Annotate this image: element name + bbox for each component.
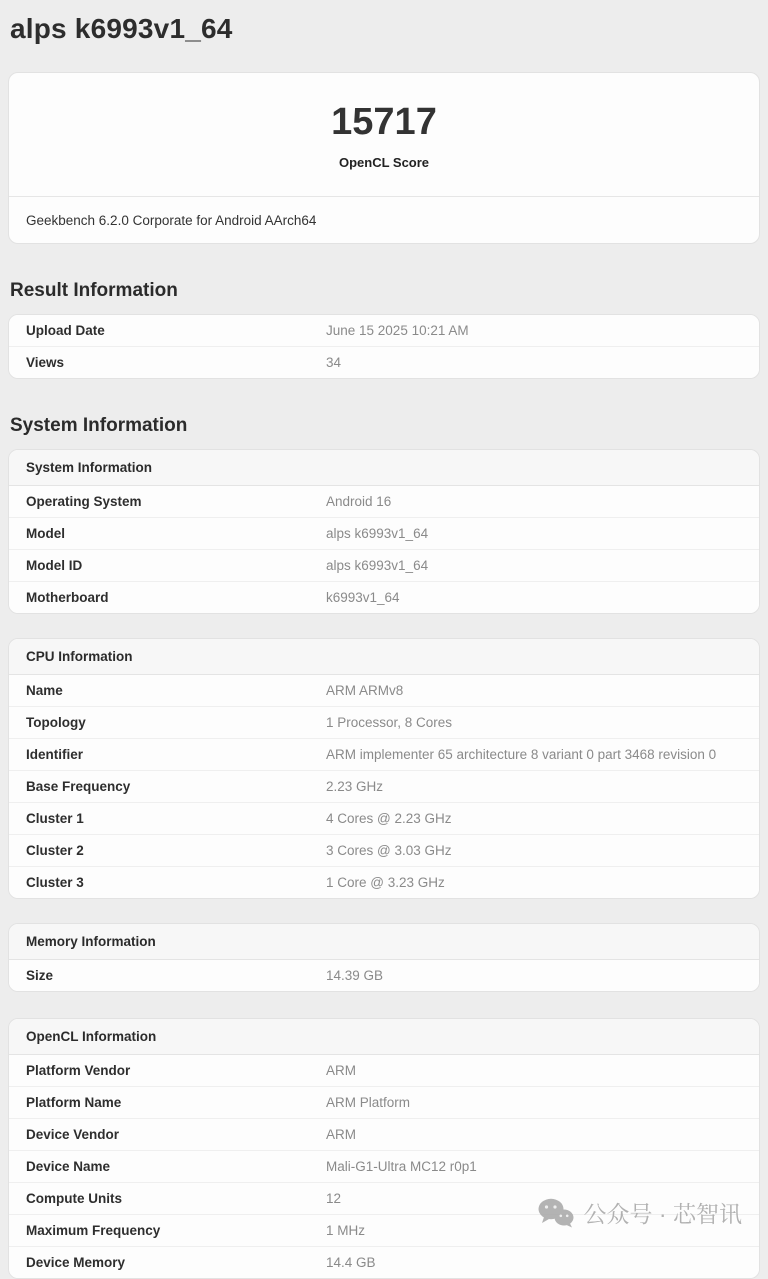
row-label: Operating System [26,494,142,509]
system-information-heading: System Information [10,415,188,436]
table-row [9,517,759,549]
row-label: Cluster 2 [26,843,84,858]
table-row [9,486,759,517]
result-information-heading: Result Information [10,280,178,301]
table-row [9,706,759,738]
memory-information-rows [9,960,759,991]
memory-information-card [8,923,760,992]
table-row [9,834,759,866]
row-value: 12 [326,1191,342,1206]
opencl-information-card-title: OpenCL Information [9,1019,759,1055]
row-value: k6993v1_64 [326,590,400,605]
row-label: Maximum Frequency [26,1223,161,1238]
score-card [8,72,760,244]
row-label: Cluster 1 [26,811,84,826]
row-label: Device Vendor [26,1127,120,1142]
cpu-information-card-title: CPU Information [9,639,759,675]
watermark-text: 公众号 · 芯智讯 [583,1201,742,1227]
system-information-card-title: System Information [9,450,759,486]
row-label: Model [26,526,65,541]
table-row [9,802,759,834]
table-row [9,866,759,898]
system-information-card [8,449,760,614]
row-label: Platform Vendor [26,1063,131,1078]
row-label: Platform Name [26,1095,122,1110]
row-value: 3 Cores @ 3.03 GHz [326,843,452,858]
row-value: 2.23 GHz [326,779,384,794]
table-row [9,1182,759,1214]
table-row [9,1055,759,1086]
system-information-rows [9,486,759,613]
table-row [9,346,759,378]
row-value: ARM [326,1127,356,1142]
row-label: Identifier [26,747,84,762]
row-value: 4 Cores @ 2.23 GHz [326,811,452,826]
row-value: ARM Platform [326,1095,411,1110]
row-label: Model ID [26,558,83,573]
score-value: 15717 [331,101,437,143]
score-body [9,73,759,196]
row-label: Size [26,968,54,983]
row-label: Motherboard [26,590,109,605]
table-row [9,675,759,706]
table-row [9,770,759,802]
cpu-information-rows [9,675,759,898]
row-value: 1 Processor, 8 Cores [326,715,453,730]
row-value: ARM ARMv8 [326,683,404,698]
row-label: Cluster 3 [26,875,84,890]
row-value: ARM implementer 65 architecture 8 variant 0 part 3468 revision 0 [326,747,717,762]
row-label: Device Name [26,1159,111,1174]
memory-information-card-title: Memory Information [9,924,759,960]
opencl-information-card [8,1018,760,1279]
row-value: June 15 2025 10:21 AM [326,323,469,338]
table-row [9,738,759,770]
row-label: Device Memory [26,1255,126,1270]
row-label: Base Frequency [26,779,131,794]
row-label: Views [26,355,65,370]
row-value: Mali-G1-Ultra MC12 r0p1 [326,1159,477,1174]
row-value: Android 16 [326,494,392,509]
table-row [9,1118,759,1150]
row-value: 34 [326,355,342,370]
row-value: 1 Core @ 3.23 GHz [326,875,445,890]
row-value: 14.4 GB [326,1255,376,1270]
page-title: alps k6993v1_64 [10,13,233,44]
table-row [9,1214,759,1246]
table-row [9,1150,759,1182]
table-row [9,549,759,581]
row-value: alps k6993v1_64 [326,526,429,541]
row-value: ARM [326,1063,356,1078]
row-label: Topology [26,715,86,730]
row-value: 14.39 GB [326,968,384,983]
table-row [9,581,759,613]
row-label: Name [26,683,63,698]
row-label: Compute Units [26,1191,122,1206]
table-row [9,1086,759,1118]
benchmark-version: Geekbench 6.2.0 Corporate for Android AArch64 [9,196,759,243]
table-row [9,315,759,346]
table-row [9,960,759,991]
result-information-card [8,314,760,379]
score-label: OpenCL Score [338,155,430,170]
row-label: Upload Date [26,323,105,338]
result-information-rows [9,315,759,378]
opencl-information-rows [9,1055,759,1278]
cpu-information-card [8,638,760,899]
row-value: 1 MHz [326,1223,366,1238]
row-value: alps k6993v1_64 [326,558,429,573]
